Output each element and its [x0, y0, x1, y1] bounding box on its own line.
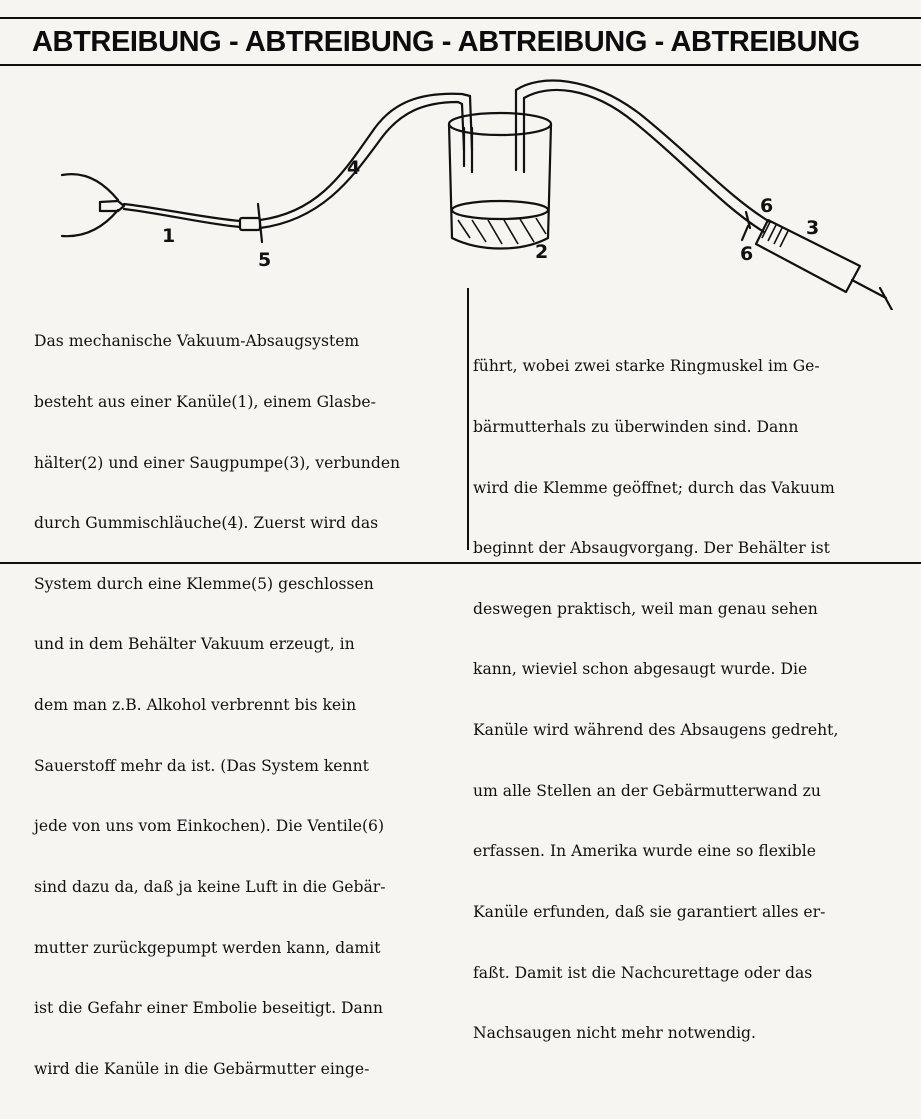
hose-4-outer: [260, 94, 472, 220]
label-4: 4: [347, 157, 361, 179]
text-line: wird die Klemme geöffnet; durch das Vakuum: [473, 478, 835, 497]
clamp-sleeve: [240, 218, 260, 230]
text-line: Nachsaugen nicht mehr notwendig.: [473, 1024, 756, 1043]
title-rule: [0, 64, 921, 66]
valve-lower: [742, 226, 748, 240]
bottom-rule: [0, 562, 921, 564]
label-3: 3: [806, 217, 820, 239]
uterus-outline: [62, 174, 118, 236]
text-line: mutter zurückgepumpt werden kann, damit: [34, 938, 381, 957]
text-line: beginnt der Absaugvorgang. Der Behälter ist: [473, 539, 830, 558]
column-divider: [467, 288, 469, 550]
vacuum-aspiration-diagram: [0, 70, 921, 310]
page-title: ABTREIBUNG - ABTREIBUNG - ABTREIBUNG - ABTREIBUNG: [32, 26, 860, 58]
syringe-plunger-end: [880, 288, 892, 310]
text-line: hälter(2) und einer Saugpumpe(3), verbunden: [34, 453, 401, 472]
text-line: wird die Kanüle in die Gebärmutter einge-: [34, 1059, 370, 1078]
hose-to-pump-inner: [524, 90, 764, 232]
text-line: besteht aus einer Kanüle(1), einem Glasbe-: [34, 393, 376, 412]
text-line: durch Gummischläuche(4). Zuerst wird das: [34, 514, 379, 533]
text-line: System durch eine Klemme(5) geschlossen: [34, 574, 374, 593]
label-2: 2: [535, 241, 549, 263]
jar-hatching: [458, 218, 546, 244]
text-line: Kanüle wird während des Absaugens gedreht,: [473, 721, 839, 740]
text-line: um alle Stellen an der Gebärmutterwand zu: [473, 781, 821, 800]
text-line: und in dem Behälter Vakuum erzeugt, in: [34, 635, 355, 654]
text-line: Das mechanische Vakuum-Absaugsystem: [34, 332, 360, 351]
text-line: bärmutterhals zu überwinden sind. Dann: [473, 418, 799, 437]
text-column-right: [473, 316, 919, 1084]
text-line: deswegen praktisch, weil man genau sehen: [473, 599, 818, 618]
text-line: Sauerstoff mehr da ist. (Das System kennt: [34, 756, 369, 775]
text-line: Kanüle erfunden, daß sie garantiert alles er-: [473, 902, 826, 921]
text-line: sind dazu da, daß ja keine Luft in die Gebär-: [34, 877, 386, 896]
cannula-tip: [100, 201, 124, 211]
label-6-top: 6: [760, 195, 774, 217]
text-line: faßt. Damit ist die Nachcurettage oder das: [473, 963, 813, 982]
text-line: ist die Gefahr einer Embolie beseitigt. Dann: [34, 999, 383, 1018]
text-line: dem man z.B. Alkohol verbrennt bis kein: [34, 696, 357, 715]
text-line: führt, wobei zwei starke Ringmuskel im Ge-: [473, 357, 820, 376]
cannula-tube: [124, 204, 240, 227]
text-column-left: [34, 291, 468, 1119]
top-rule: [0, 17, 921, 19]
text-line: kann, wieviel schon abgesaugt wurde. Die: [473, 660, 808, 679]
label-6-bottom: 6: [740, 243, 754, 265]
hose-to-pump-outer: [516, 81, 770, 222]
hose-4-inner: [260, 102, 464, 228]
jar-liquid-surface: [452, 201, 548, 219]
label-1: 1: [162, 225, 176, 247]
label-5: 5: [258, 249, 272, 271]
text-line: jede von uns vom Einkochen). Die Ventile(6): [34, 817, 385, 836]
clamp: [258, 204, 262, 242]
text-line: erfassen. In Amerika wurde eine so flexible: [473, 842, 816, 861]
